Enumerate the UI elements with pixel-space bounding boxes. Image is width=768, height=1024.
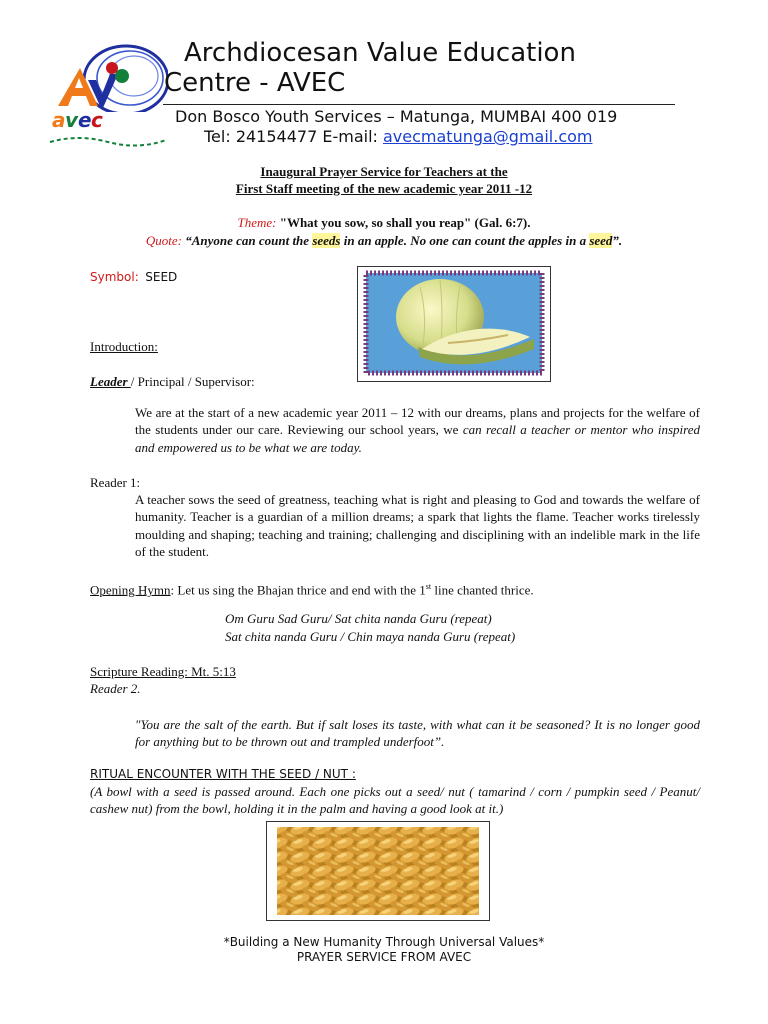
quote-line <box>0 232 768 250</box>
org-title <box>164 38 576 98</box>
quote-seed-highlight: seed <box>589 233 613 248</box>
quote-part3: ”. <box>612 233 623 248</box>
org-contact <box>204 127 593 146</box>
hymn-line <box>90 578 534 599</box>
seeds-image-frame <box>266 821 490 921</box>
scripture-label: Scripture Reading: Mt. 5:13 <box>90 664 236 679</box>
svg-text:c: c <box>91 108 103 132</box>
hymn-sup: st <box>425 582 432 591</box>
symbol-line <box>90 268 177 286</box>
service-heading-line2: First Staff meeting of the new academic year 2011 -12 <box>235 181 533 196</box>
hymn-label: Opening Hymn <box>90 582 171 598</box>
hymn-verse1: Om Guru Sad Guru/ Sat chita nanda Guru (repeat) <box>225 611 492 626</box>
melon-image <box>358 267 550 381</box>
org-title-line1: Archdiocesan Value Education <box>184 38 576 68</box>
leader-label: Leader <box>90 374 131 389</box>
avec-logo-graphic <box>48 38 168 150</box>
symbol-value: SEED <box>145 270 178 284</box>
email-link[interactable]: avecmatunga@gmail.com <box>382 127 593 146</box>
quote-label: Quote: <box>145 233 182 248</box>
hymn-text-after: line chanted thrice. <box>431 582 534 598</box>
footer <box>0 935 768 965</box>
tel-text: Tel: 24154477 E-mail: <box>204 127 383 146</box>
hymn-verse2: Sat chita nanda Guru / Chin maya nanda Guru (repeat) <box>225 629 516 644</box>
leader-paragraph-italic: can recall a teacher or mentor who inspired and empowered us to be what we are today. <box>135 422 700 455</box>
leader-paragraph <box>135 404 700 456</box>
footer-tagline: *Building a New Humanity Through Universal Values* <box>223 935 545 949</box>
quote-part1: “Anyone can count the <box>181 233 313 248</box>
reader1-paragraph: A teacher sows the seed of greatness, teaching what is right and pleasing to God and towards the welfare of humanity. Teacher is a guardian of a million dreams; a spark that lights the flame. Teacher works tirelessly moulding and shaping; teaching and training; challenging and disciplining with an indelible mark in the life of the student. <box>135 492 700 560</box>
ritual-text: (A bowl with a seed is passed around. Each one picks out a seed/ nut ( tamarind / corn / pumpkin seed / Peanut/ cashew nut) from the bowl, holding it in the palm and having a good look at it.) <box>90 784 700 817</box>
service-heading-line1: Inaugural Prayer Service for Teachers at the <box>260 164 508 179</box>
leader-rest: / Principal / Supervisor: <box>130 374 255 389</box>
theme-line <box>0 214 768 232</box>
theme-text: "What you sow, so shall you reap" (Gal. 6:7). <box>276 215 531 230</box>
logo-text: a <box>52 108 66 132</box>
symbol-label: Symbol: <box>90 270 139 284</box>
ritual-label: RITUAL ENCOUNTER WITH THE SEED / NUT : <box>90 767 356 781</box>
avec-logo <box>48 38 168 150</box>
svg-text:v: v <box>65 108 79 132</box>
quote-seeds-highlight: seeds <box>312 233 341 248</box>
svg-text:e: e <box>78 108 92 132</box>
seeds-image <box>267 822 489 920</box>
header-rule <box>163 104 675 105</box>
service-heading <box>0 163 768 197</box>
scripture-text: "You are the salt of the earth. But if salt loses its taste, with what can it be seasoned? It is no longer good for anything but to be thrown out and trampled underfoot”. <box>135 717 700 750</box>
scripture-reader: Reader 2. <box>90 681 141 696</box>
leader-line <box>90 373 255 390</box>
footer-subtitle: PRAYER SERVICE FROM AVEC <box>296 950 472 964</box>
org-title-line2: Centre - AVEC <box>164 68 346 98</box>
theme-label: Theme: <box>237 215 277 230</box>
leader-paragraph-plain: We are at the start of a new academic year 2011 – 12 with our dreams, plans and projects for the welfare of the students under our care. Reviewing our school years, we <box>135 405 700 438</box>
quote-part2: in an apple. No one can count the apples in a <box>340 233 590 248</box>
hymn-text-before: : Let us sing the Bhajan thrice and end with the 1 <box>170 582 426 598</box>
org-address: Don Bosco Youth Services – Matunga, MUMBAI 400 019 <box>175 107 618 126</box>
reader1-label: Reader 1: <box>90 475 141 490</box>
melon-image-frame <box>357 266 551 382</box>
introduction-label: Introduction: <box>90 339 158 354</box>
